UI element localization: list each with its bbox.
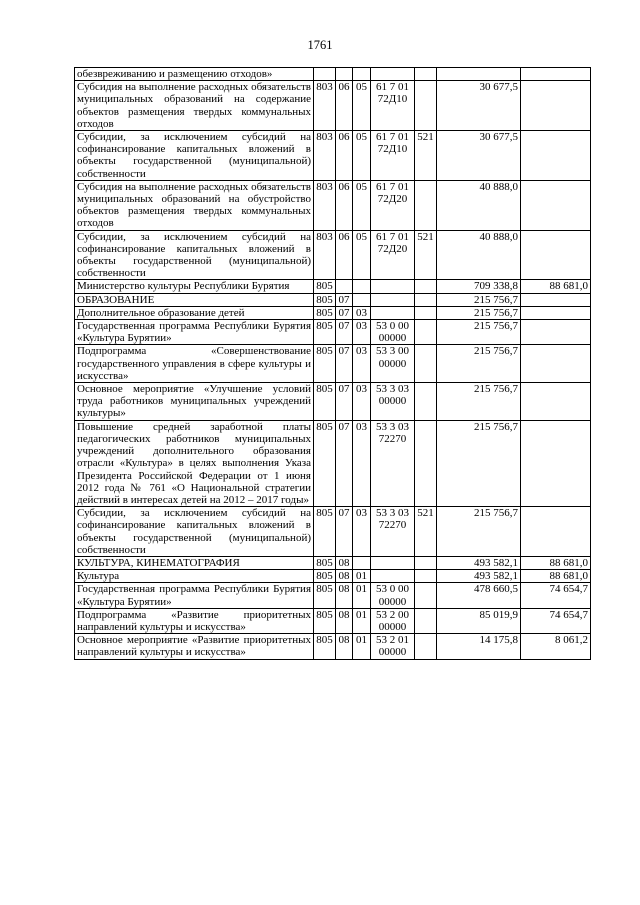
ministry-code-cell	[314, 68, 336, 81]
subsection-code-cell: 03	[353, 507, 371, 557]
subsection-code-cell: 05	[353, 131, 371, 181]
target-article-cell: 53 3 00 00000	[371, 345, 415, 383]
table-row	[75, 608, 591, 633]
subsection-code-cell: 03	[353, 345, 371, 383]
expense-type-cell	[415, 68, 437, 81]
subsection-code-cell: 03	[353, 420, 371, 506]
target-article-cell: 53 0 00 00000	[371, 583, 415, 608]
expense-type-cell	[415, 180, 437, 230]
row-name-cell: Субсидии, за исключением субсидий на софинансирование капитальных вложений в объекты государственной (муниципальной) собственности	[75, 230, 314, 280]
expense-type-cell	[415, 306, 437, 319]
expense-type-cell: 521	[415, 230, 437, 280]
target-article-cell	[371, 293, 415, 306]
table-row	[75, 420, 591, 506]
subsection-code-cell: 01	[353, 608, 371, 633]
ministry-code-cell: 805	[314, 280, 336, 293]
section-code-cell: 06	[336, 180, 353, 230]
row-name-cell: Субсидия на выполнение расходных обязательств муниципальных образований на обустройство объектов размещения твердых коммунальных отходов	[75, 180, 314, 230]
row-name-cell: Подпрограмма «Совершенствование государственного управления в сфере культуры и искусства»	[75, 345, 314, 383]
row-name-cell: Министерство культуры Республики Бурятия	[75, 280, 314, 293]
table-row	[75, 556, 591, 569]
federal-amount-cell: 88 681,0	[521, 280, 591, 293]
ministry-code-cell: 805	[314, 320, 336, 345]
subsection-code-cell: 05	[353, 230, 371, 280]
federal-amount-cell	[521, 293, 591, 306]
federal-amount-cell	[521, 345, 591, 383]
ministry-code-cell: 803	[314, 81, 336, 131]
amount-cell: 478 660,5	[437, 583, 521, 608]
ministry-code-cell: 803	[314, 131, 336, 181]
row-name-cell: Государственная программа Республики Бурятия «Культура Бурятии»	[75, 583, 314, 608]
target-article-cell: 53 3 03 72270	[371, 420, 415, 506]
expense-type-cell	[415, 320, 437, 345]
row-name-cell: ОБРАЗОВАНИЕ	[75, 293, 314, 306]
target-article-cell: 53 3 03 00000	[371, 383, 415, 421]
section-code-cell: 08	[336, 634, 353, 659]
ministry-code-cell: 805	[314, 608, 336, 633]
target-article-cell: 53 3 03 72270	[371, 507, 415, 557]
table-row	[75, 320, 591, 345]
subsection-code-cell: 01	[353, 583, 371, 608]
table-row	[75, 583, 591, 608]
target-article-cell: 61 7 01 72Д10	[371, 81, 415, 131]
table-row	[75, 345, 591, 383]
expense-type-cell	[415, 293, 437, 306]
amount-cell: 14 175,8	[437, 634, 521, 659]
subsection-code-cell: 03	[353, 320, 371, 345]
table-row	[75, 180, 591, 230]
amount-cell: 30 677,5	[437, 81, 521, 131]
section-code-cell	[336, 68, 353, 81]
section-code-cell: 07	[336, 345, 353, 383]
row-name-cell: Дополнительное образование детей	[75, 306, 314, 319]
row-name-cell: Субсидия на выполнение расходных обязательств муниципальных образований на содержание объектов размещения твердых коммунальных отходов	[75, 81, 314, 131]
federal-amount-cell	[521, 383, 591, 421]
federal-amount-cell: 88 681,0	[521, 556, 591, 569]
table-row	[75, 131, 591, 181]
federal-amount-cell	[521, 230, 591, 280]
subsection-code-cell: 05	[353, 81, 371, 131]
section-code-cell: 08	[336, 556, 353, 569]
ministry-code-cell: 805	[314, 634, 336, 659]
table-row	[75, 293, 591, 306]
table-row	[75, 230, 591, 280]
federal-amount-cell	[521, 420, 591, 506]
ministry-code-cell: 805	[314, 583, 336, 608]
federal-amount-cell: 8 061,2	[521, 634, 591, 659]
target-article-cell: 61 7 01 72Д20	[371, 230, 415, 280]
ministry-code-cell: 805	[314, 345, 336, 383]
target-article-cell	[371, 556, 415, 569]
section-code-cell: 06	[336, 131, 353, 181]
expense-type-cell	[415, 383, 437, 421]
amount-cell: 85 019,9	[437, 608, 521, 633]
federal-amount-cell	[521, 68, 591, 81]
federal-amount-cell	[521, 320, 591, 345]
target-article-cell: 53 2 01 00000	[371, 634, 415, 659]
row-name-cell: Субсидии, за исключением субсидий на софинансирование капитальных вложений в объекты государственной (муниципальной) собственности	[75, 507, 314, 557]
amount-cell: 215 756,7	[437, 306, 521, 319]
table-row	[75, 383, 591, 421]
budget-table	[74, 67, 591, 660]
expense-type-cell: 521	[415, 507, 437, 557]
row-name-cell: Подпрограмма «Развитие приоритетных направлений культуры и искусства»	[75, 608, 314, 633]
table-row	[75, 634, 591, 659]
expense-type-cell	[415, 556, 437, 569]
amount-cell: 215 756,7	[437, 383, 521, 421]
federal-amount-cell	[521, 131, 591, 181]
subsection-code-cell	[353, 280, 371, 293]
subsection-code-cell: 03	[353, 306, 371, 319]
section-code-cell: 08	[336, 570, 353, 583]
expense-type-cell	[415, 634, 437, 659]
federal-amount-cell: 88 681,0	[521, 570, 591, 583]
expense-type-cell: 521	[415, 131, 437, 181]
ministry-code-cell: 805	[314, 383, 336, 421]
amount-cell: 215 756,7	[437, 293, 521, 306]
federal-amount-cell: 74 654,7	[521, 608, 591, 633]
ministry-code-cell: 805	[314, 293, 336, 306]
expense-type-cell	[415, 608, 437, 633]
amount-cell: 30 677,5	[437, 131, 521, 181]
amount-cell: 709 338,8	[437, 280, 521, 293]
ministry-code-cell: 803	[314, 180, 336, 230]
table-row	[75, 68, 591, 81]
table-row	[75, 81, 591, 131]
target-article-cell	[371, 570, 415, 583]
table-row	[75, 507, 591, 557]
target-article-cell: 61 7 01 72Д20	[371, 180, 415, 230]
expense-type-cell	[415, 420, 437, 506]
section-code-cell: 07	[336, 306, 353, 319]
section-code-cell: 07	[336, 293, 353, 306]
section-code-cell: 07	[336, 420, 353, 506]
section-code-cell: 06	[336, 230, 353, 280]
row-name-cell: Субсидии, за исключением субсидий на софинансирование капитальных вложений в объекты государственной (муниципальной) собственности	[75, 131, 314, 181]
page-number: 1761	[307, 38, 333, 52]
target-article-cell: 53 0 00 00000	[371, 320, 415, 345]
target-article-cell	[371, 306, 415, 319]
amount-cell: 40 888,0	[437, 230, 521, 280]
section-code-cell: 07	[336, 383, 353, 421]
target-article-cell: 61 7 01 72Д10	[371, 131, 415, 181]
row-name-cell: Повышение средней заработной платы педагогических работников муниципальных учреждений дополнительного образования отрасли «Культура» в целях выполнения Указа Президента Российской Федерации от 1 июня 2012 года № 761 «О Национальной стратегии действий в интересах детей на 2012 – 2017 годы»	[75, 420, 314, 506]
expense-type-cell	[415, 280, 437, 293]
table-row	[75, 280, 591, 293]
subsection-code-cell: 05	[353, 180, 371, 230]
table-row	[75, 306, 591, 319]
row-name-cell: Культура	[75, 570, 314, 583]
federal-amount-cell	[521, 180, 591, 230]
section-code-cell	[336, 280, 353, 293]
subsection-code-cell: 01	[353, 634, 371, 659]
amount-cell: 215 756,7	[437, 345, 521, 383]
amount-cell: 493 582,1	[437, 570, 521, 583]
row-name-cell: обезвреживанию и размещению отходов»	[75, 68, 314, 81]
ministry-code-cell: 805	[314, 570, 336, 583]
subsection-code-cell: 01	[353, 570, 371, 583]
federal-amount-cell	[521, 306, 591, 319]
target-article-cell: 53 2 00 00000	[371, 608, 415, 633]
section-code-cell: 07	[336, 320, 353, 345]
ministry-code-cell: 805	[314, 420, 336, 506]
amount-cell: 215 756,7	[437, 507, 521, 557]
ministry-code-cell: 803	[314, 230, 336, 280]
section-code-cell: 08	[336, 608, 353, 633]
subsection-code-cell	[353, 68, 371, 81]
target-article-cell	[371, 280, 415, 293]
amount-cell: 215 756,7	[437, 420, 521, 506]
row-name-cell: КУЛЬТУРА, КИНЕМАТОГРАФИЯ	[75, 556, 314, 569]
section-code-cell: 07	[336, 507, 353, 557]
ministry-code-cell: 805	[314, 556, 336, 569]
table-row	[75, 570, 591, 583]
subsection-code-cell	[353, 556, 371, 569]
expense-type-cell	[415, 81, 437, 131]
ministry-code-cell: 805	[314, 507, 336, 557]
federal-amount-cell	[521, 81, 591, 131]
table-body	[75, 68, 591, 660]
section-code-cell: 06	[336, 81, 353, 131]
amount-cell	[437, 68, 521, 81]
amount-cell: 493 582,1	[437, 556, 521, 569]
ministry-code-cell: 805	[314, 306, 336, 319]
expense-type-cell	[415, 570, 437, 583]
federal-amount-cell	[521, 507, 591, 557]
federal-amount-cell: 74 654,7	[521, 583, 591, 608]
target-article-cell	[371, 68, 415, 81]
subsection-code-cell: 03	[353, 383, 371, 421]
row-name-cell: Основное мероприятие «Улучшение условий труда работников муниципальных учреждений культуры»	[75, 383, 314, 421]
amount-cell: 40 888,0	[437, 180, 521, 230]
row-name-cell: Государственная программа Республики Бурятия «Культура Бурятии»	[75, 320, 314, 345]
row-name-cell: Основное мероприятие «Развитие приоритетных направлений культуры и искусства»	[75, 634, 314, 659]
amount-cell: 215 756,7	[437, 320, 521, 345]
expense-type-cell	[415, 583, 437, 608]
subsection-code-cell	[353, 293, 371, 306]
section-code-cell: 08	[336, 583, 353, 608]
expense-type-cell	[415, 345, 437, 383]
